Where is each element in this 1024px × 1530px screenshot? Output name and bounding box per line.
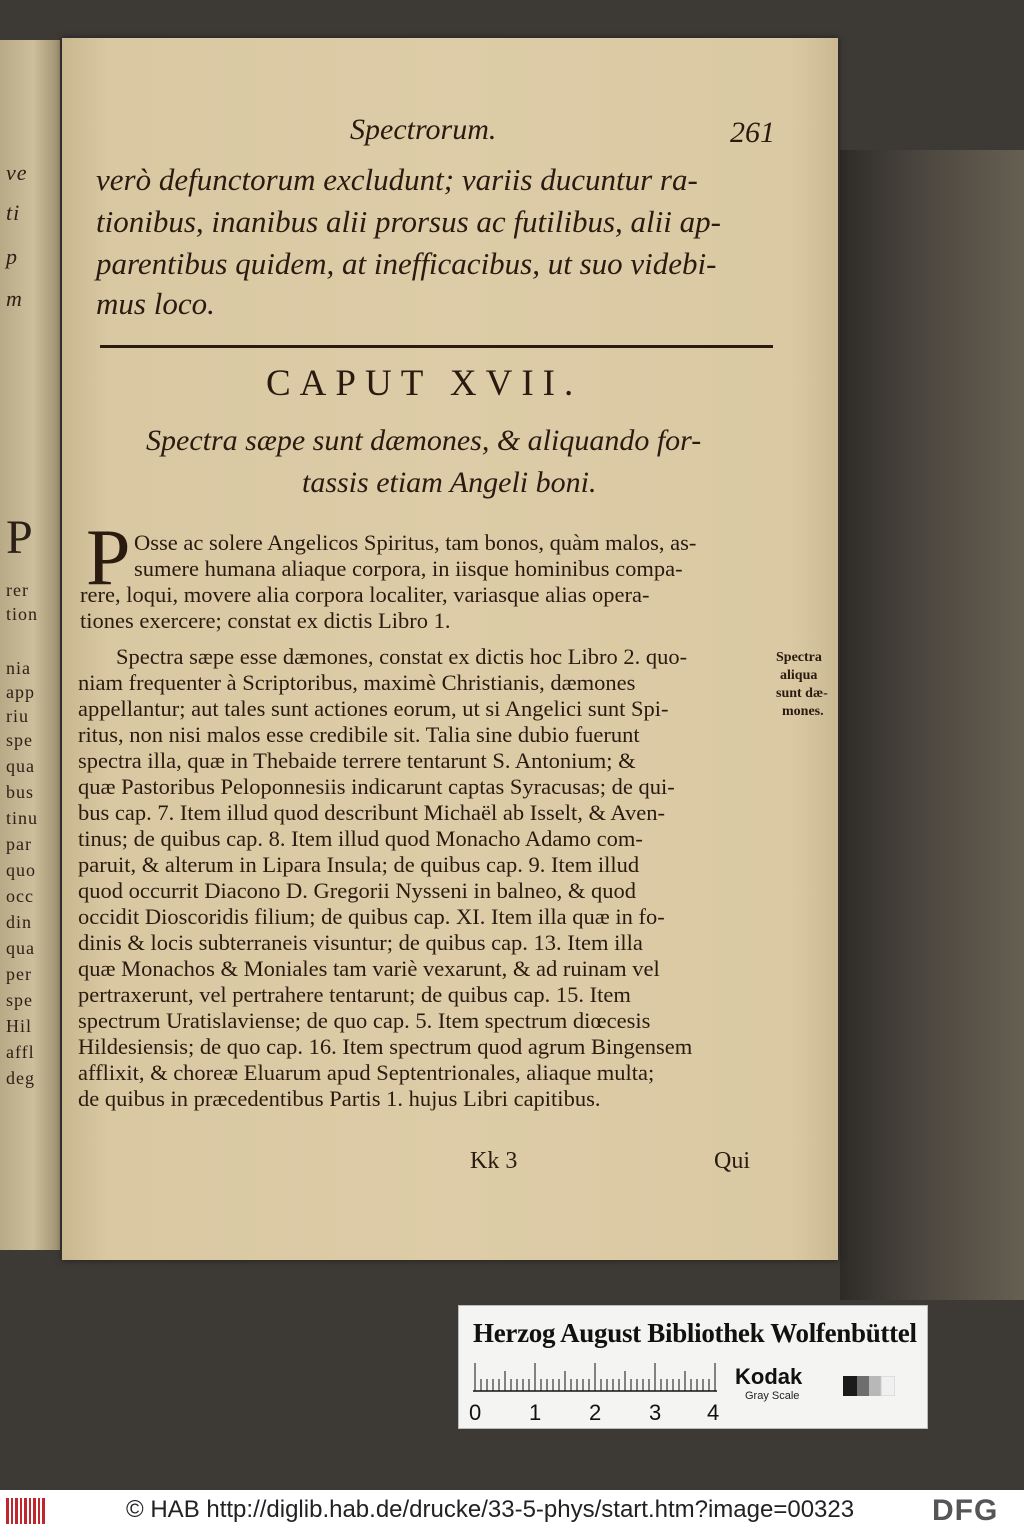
left-fragment: spe: [6, 990, 33, 1010]
left-fragment: ve: [6, 160, 28, 185]
scale-number: 0: [469, 1400, 482, 1425]
chapter-subtitle-line: tassis etiam Angeli boni.: [302, 466, 597, 499]
margin-note-line: Spectra: [776, 650, 822, 665]
body-line: spectrum Uratislaviense; de quo cap. 5. Item spectrum diœcesis: [78, 1008, 651, 1033]
chapter-subtitle-line: Spectra sæpe sunt dæmones, & aliquando for-: [146, 424, 702, 457]
drop-cap: P: [86, 514, 131, 602]
body-line: paruit, & alterum in Lipara Insula; de quibus cap. 9. Item illud: [78, 852, 640, 877]
body-line: niam frequenter à Scriptoribus, maximè Christianis, dæmones: [78, 670, 636, 695]
left-fragment: spe: [6, 730, 33, 750]
page-number: 261: [730, 116, 775, 149]
left-fragment: Hil: [6, 1016, 33, 1036]
left-fragment: nia: [6, 658, 31, 678]
margin-note-line: mones.: [782, 704, 824, 719]
left-fragment: quo: [6, 860, 36, 880]
footer-credit: © HAB http://diglib.hab.de/drucke/33-5-phys/start.htm?image=00323: [126, 1496, 855, 1523]
left-fragment: P: [6, 511, 34, 564]
body-line: spectra illa, quæ in Thebaide terrere tentarunt S. Antonium; &: [78, 748, 636, 773]
left-fragment: ti: [6, 200, 21, 225]
top-text-line: verò defunctorum excludunt; variis ducuntur ra-: [96, 162, 698, 197]
left-fragment: p: [6, 244, 18, 269]
ruler-scale: [473, 1362, 717, 1392]
body-line: occidit Dioscoridis filium; de quibus cap. XI. Item illa quæ in fo-: [78, 904, 665, 929]
body-line: Hildesiensis; de quo cap. 16. Item spectrum quod agrum Bingensem: [78, 1034, 693, 1059]
kodak-logo-text: Kodak: [735, 1364, 803, 1389]
body-line: Spectra sæpe esse dæmones, constat ex dictis hoc Libro 2. quo-: [116, 644, 688, 669]
left-fragment: qua: [6, 938, 35, 958]
signature-mark: Kk 3: [470, 1148, 518, 1174]
body-line: ritus, non nisi malos esse credibile sit. Talia sine dubio fuerunt: [78, 722, 640, 747]
section-rule: [100, 345, 773, 348]
body-line: de quibus in præcedentibus Partis 1. hujus Libri capitibus.: [78, 1086, 601, 1111]
body-line: pertraxerunt, vel pertrahere tentarunt; de quibus cap. 15. Item: [78, 982, 631, 1007]
left-fragment: tion: [6, 604, 39, 624]
left-fragment: tinu: [6, 808, 39, 828]
body-line: tinus; de quibus cap. 8. Item illud quod Monacho Adamo com-: [78, 826, 643, 851]
left-fragment: per: [6, 964, 32, 984]
gray-scale-label: Gray Scale: [745, 1390, 800, 1402]
left-facing-page: [0, 40, 60, 1250]
left-fragment: riu: [6, 706, 29, 726]
gray-swatch: [843, 1376, 895, 1396]
left-fragment: affl: [6, 1042, 35, 1062]
body-line: afflixit, & choreæ Eluarum apud Septentrionales, aliaque multa;: [78, 1060, 655, 1085]
dfg-logo: DFG: [932, 1494, 999, 1527]
hab-barcode-icon: [6, 1498, 48, 1524]
top-text-line: tionibus, inanibus alii prorsus ac futilibus, alii ap-: [96, 204, 721, 239]
body-line: appellantur; aut tales sunt actiones eorum, ut si Angelici sunt Spi-: [78, 696, 669, 721]
scale-number: 4: [707, 1400, 720, 1425]
left-fragment: bus: [6, 782, 35, 802]
library-name: Herzog August Bibliothek Wolfenbüttel: [473, 1318, 917, 1348]
footer-bar: [0, 1490, 1024, 1530]
left-fragment: rer: [6, 580, 29, 600]
catchword: Qui: [714, 1148, 750, 1174]
right-facing-page-edge: [840, 150, 1024, 1300]
scale-number: 2: [589, 1400, 602, 1425]
body-line: bus cap. 7. Item illud quod describunt Michaël ab Isselt, & Aven-: [78, 800, 665, 825]
left-fragment: m: [6, 286, 23, 311]
left-fragment: din: [6, 912, 33, 932]
margin-note-line: sunt dæ-: [776, 686, 828, 701]
color-scale-card: [458, 1305, 928, 1429]
running-head: Spectrorum.: [350, 113, 497, 146]
body-line: dinis & locis subterraneis visuntur; de quibus cap. 13. Item illa: [78, 930, 643, 955]
body-line: sumere humana aliaque corpora, in iisque hominibus compa-: [134, 556, 683, 581]
body-line: Osse ac solere Angelicos Spiritus, tam bonos, quàm malos, as-: [134, 530, 697, 555]
body-line: quæ Monachos & Moniales tam variè vexarunt, & ad ruinam vel: [78, 956, 660, 981]
scale-number: 1: [529, 1400, 542, 1425]
body-line: quod occurrit Diacono D. Gregorii Nysseni in balneo, & quod: [78, 878, 637, 903]
left-fragment: qua: [6, 756, 35, 776]
left-fragment: app: [6, 682, 35, 702]
margin-note-line: aliqua: [780, 668, 818, 683]
scale-number: 3: [649, 1400, 662, 1425]
chapter-title: CAPUT XVII.: [266, 363, 583, 404]
body-line: rere, loqui, movere alia corpora localiter, variasque alias opera-: [80, 582, 650, 607]
top-text-line: mus loco.: [96, 286, 215, 321]
top-text-line: parentibus quidem, at inefficacibus, ut suo videbi-: [96, 246, 717, 281]
left-fragment: par: [6, 834, 32, 854]
left-fragment: occ: [6, 886, 34, 906]
body-line: quæ Pastoribus Peloponnesiis indicarunt captas Syracusas; de qui-: [78, 774, 675, 799]
left-fragment: deg: [6, 1068, 35, 1088]
body-line: tiones exercere; constat ex dictis Libro 1.: [80, 608, 451, 633]
